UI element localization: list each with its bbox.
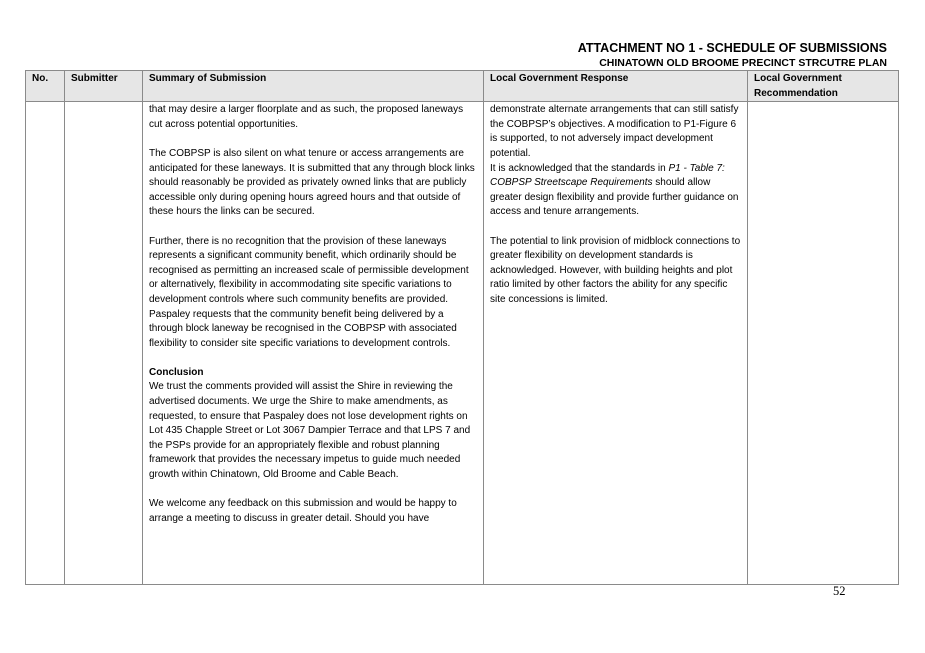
summary-paragraph: We welcome any feedback on this submission and would be happy to arrange a meeting to discuss in greater detail. Should you have [149,498,457,524]
summary-paragraph: Further, there is no recognition that the provision of these laneways represents a significant community benefit, which ordinarily should be recognised as permitting an increased scale of permissible development or alternatively, flexibility in accommodating site specific variations to development controls where such community benefits are provided. Paspaley requests that the community benefit being delivered by a through block laneway be recognised in the COBPSP with associated flexibility to consider site specific variations to development controls. [149,235,469,349]
summary-paragraph: We trust the comments provided will assist the Shire in reviewing the advertised documents. We urge the Shire to make amendments, as requested, to ensure that Paspaley does not lose development rights on Lot 435 Chapple Street or Lot 3067 Dampier Terrace and that LPS 7 and the PSPs provide for an appropriately flexible and robust planning framework that provides the necessary impetus to guide much needed growth within Chinatown, Old Broome and Cable Beach. [149,381,471,481]
conclusion-heading: Conclusion [149,366,204,378]
document-subtitle: CHINATOWN OLD BROOME PRECINCT STRCUTRE PLAN [599,57,887,69]
summary-paragraph: The COBPSP is also silent on what tenure or access arrangements are anticipated for these laneways. It is submitted that any through block links should reasonably be provided as privately owned links that are publicly accessible only during opening hours agreed hours and that outside of these hours the links can be secured. [149,147,475,218]
response-paragraph: demonstrate alternate arrangements that can still satisfy the COBPSP’s objectives. A modification to P1-Figure 6 is supported, to not adversely impact development potential. [490,104,739,159]
submissions-table [25,70,899,585]
response-paragraph: The potential to link provision of midblock connections to greater flexibility on development standards is acknowledged. However, with building heights and plot ratio limited by other factors the ability for any specific site concessions is limited. [490,235,741,305]
summary-paragraph: that may desire a larger floorplate and as such, the proposed laneways cut across potential opportunities. [149,104,464,130]
column-header-response: Local Government Response [484,71,748,102]
cell-recommendation [748,102,899,585]
cell-response [484,102,748,585]
cell-no [26,102,65,585]
column-header-submitter: Submitter [65,71,143,102]
response-text: should allow greater design flexibility and provide further guidance on access and tenure arrangements. [490,177,739,218]
column-header-recommendation: Local Government Recommendation [748,71,899,102]
response-paragraph [490,162,741,220]
column-header-summary: Summary of Submission [143,71,484,102]
page-number: 52 [833,584,846,598]
table-row [26,102,899,585]
column-header-no: No. [26,71,65,102]
response-text: It is acknowledged that the standards in [490,162,669,174]
document-title: ATTACHMENT NO 1 - SCHEDULE OF SUBMISSIONS [577,41,887,55]
table-header-row [26,71,899,102]
table-reference: P1 - Table 7: COBPSP Streetscape Requirements [490,162,725,189]
cell-submitter [65,102,143,585]
cell-summary [143,102,484,585]
